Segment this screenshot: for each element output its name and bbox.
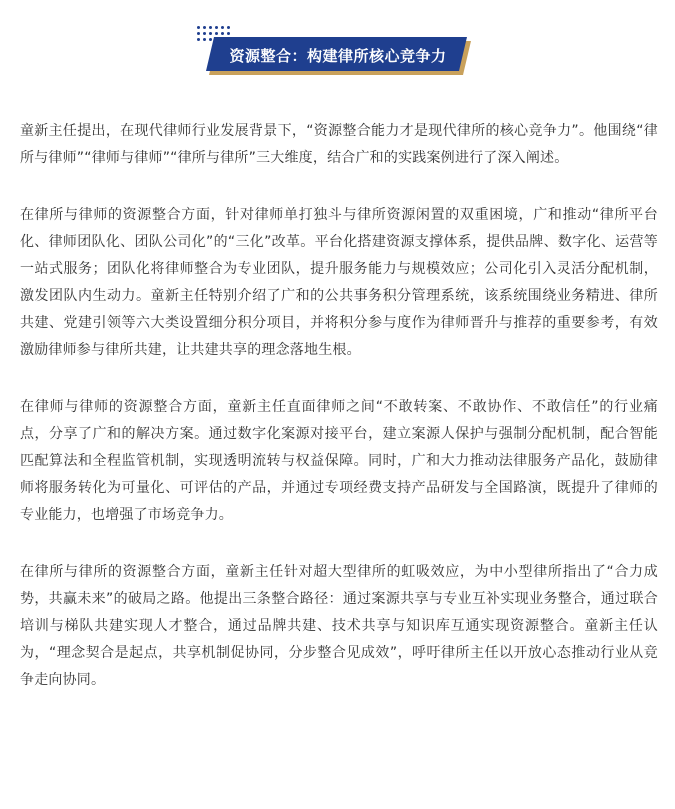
section-header bbox=[0, 0, 675, 90]
section-title: 资源整合：构建律所核心竞争力 bbox=[229, 47, 447, 65]
paragraph-firm-lawyer: 在律所与律师的资源整合方面，针对律师单打独斗与律所资源闲置的双重困境，广和推动“律所平台化、律师团队化、团队公司化”的“三化”改革。平台化搭建资源支撑体系，提供品牌、数字化、运营等一站式服务；团队化将律师整合为专业团队，提升服务能力与规模效应；公司化引入灵活分配机制，激发团队内生动力。童新主任特别介绍了广和的公共事务积分管理系统，该系统围绕业务精进、律所共建、党建引领等六大类设置细分积分项目，并将积分参与度作为律师晋升与推荐的重要参考，有效激励律师参与律所共建，让共建共享的理念落地生根。 bbox=[20, 207, 658, 358]
article-body bbox=[20, 118, 658, 724]
paragraph-intro: 童新主任提出，在现代律师行业发展背景下，“资源整合能力才是现代律所的核心竞争力”。他围绕“律所与律师”“律师与律师”“律所与律所”三大维度，结合广和的实践案例进行了深入阐述。 bbox=[20, 123, 658, 166]
paragraph-lawyer-lawyer: 在律师与律师的资源整合方面，童新主任直面律师之间“不敢转案、不敢协作、不敢信任”的行业痛点，分享了广和的解决方案。通过数字化案源对接平台，建立案源人保护与强制分配机制，配合智能匹配算法和全程监管机制，实现透明流转与权益保障。同时，广和大力推动法律服务产品化，鼓励律师将服务转化为可量化、可评估的产品，并通过专项经费支持产品研发与全国路演，既提升了律师的专业能力，也增强了市场竞争力。 bbox=[20, 399, 658, 523]
title-banner bbox=[205, 37, 471, 75]
paragraph-firm-firm: 在律所与律所的资源整合方面，童新主任针对超大型律所的虹吸效应，为中小型律所指出了“合力成势，共赢未来”的破局之路。他提出三条整合路径：通过案源共享与专业互补实现业务整合，通过联合培训与梯队共建实现人才整合，通过品牌共建、技术共享与知识库互通实现资源整合。童新主任认为，“理念契合是起点，共享机制促协同，分步整合见成效”，呼吁律所主任以开放心态推动行业从竞争走向协同。 bbox=[20, 564, 658, 688]
